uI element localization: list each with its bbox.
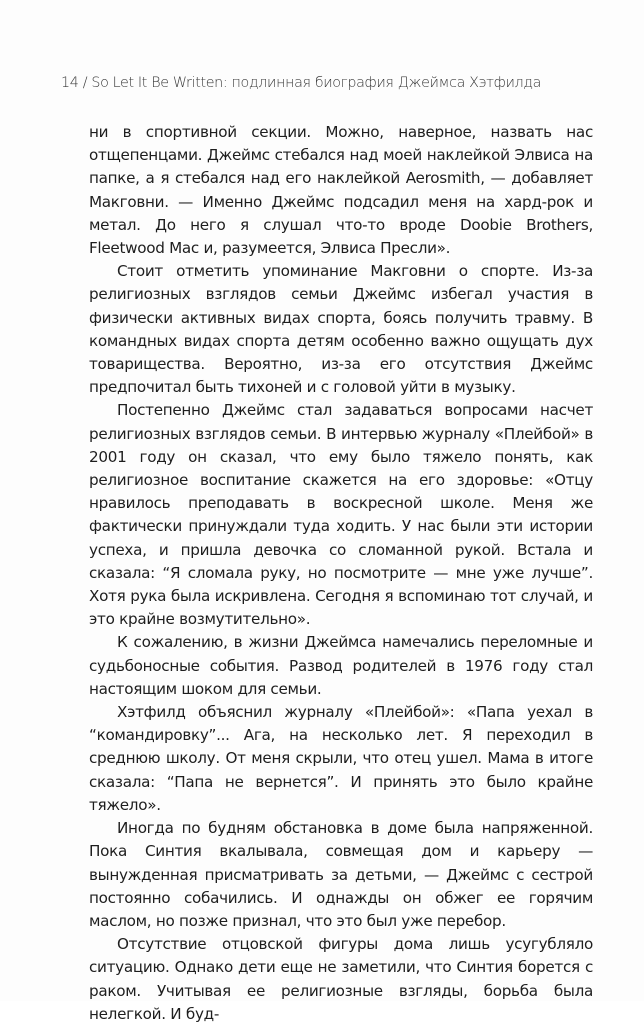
paragraph: К сожалению, в жизни Джеймса намечались переломные и судьбоносные события. Развод родителей в 1976 году стал настоящим шоком для семьи. [89, 633, 593, 698]
paragraph: Стоит отметить упоминание Макговни о спорте. Из-за религиозных взглядов семьи Джеймс избегал участия в физически активных видах спорта, боясь получить травму. В командных видах спорта детям особенно важно ощущать дух товарищества. Вероятно, из-за его отсутствия Джеймс предпочитал быть тихоней и с головой уйти в музыку. [89, 262, 593, 397]
page-number: 14 [61, 75, 79, 91]
running-title: So Let It Be Written: подлинная биография Джеймса Хэтфилда [91, 75, 542, 91]
header-separator: / [78, 75, 92, 91]
running-head [61, 74, 601, 92]
paragraph: Постепенно Джеймс стал задаваться вопросами насчет религиозных взглядов семьи. В интервью журналу «Плейбой» в 2001 году он сказал, что ему было тяжело понять, как религиозное воспитание скажется на его здоровье: «Отцу нравилось преподавать в воскресной школе. Меня же фактически принуждали туда ходить. У нас были эти истории успеха, и пришла девочка со сломанной рукой. Встала и сказала: “Я сломала руку, но посмотрите — мне уже лучше”. Хотя рука была искривлена. Сегодня я вспоминаю тот случай, и это крайне возмутительно». [89, 401, 593, 629]
paragraph-continued: ни в спортивной секции. Можно, наверное, назвать нас отщепенцами. Джеймс стебался над моей наклейкой Элвиса на папке, а я стебался над его наклейкой Aerosmith, — добавляет Макговни. — Именно Джеймс подсадил меня на хард-рок и метал. До него я слушал что-то вроде Doobie Brothers, Fleetwood Mac и, разумеется, Элвиса Пресли». [89, 123, 593, 258]
paragraph: Хэтфилд объяснил журналу «Плейбой»: «Папа уехал в “командировку”... Ага, на несколько лет. Я переходил в среднюю школу. От меня скрыли, что отец ушел. Мама в итоге сказала: “Папа не вернется”. И принять это было крайне тяжело». [89, 703, 593, 814]
paragraph: Иногда по будням обстановка в доме была напряженной. Пока Синтия вкалывала, совмещая дом и карьеру — вынужденная присматривать за детьми, — Джеймс с сестрой постоянно собачились. И однажды он обжег ее горячим маслом, но позже признал, что это был уже перебор. [89, 819, 593, 930]
body-text [89, 121, 593, 1026]
paragraph: Отсутствие отцовской фигуры дома лишь усугубляло ситуацию. Однако дети еще не заметили, что Синтия борется с раком. Учитывая ее религиозные взгляды, борьба была нелегкой. И буд- [89, 935, 593, 1023]
